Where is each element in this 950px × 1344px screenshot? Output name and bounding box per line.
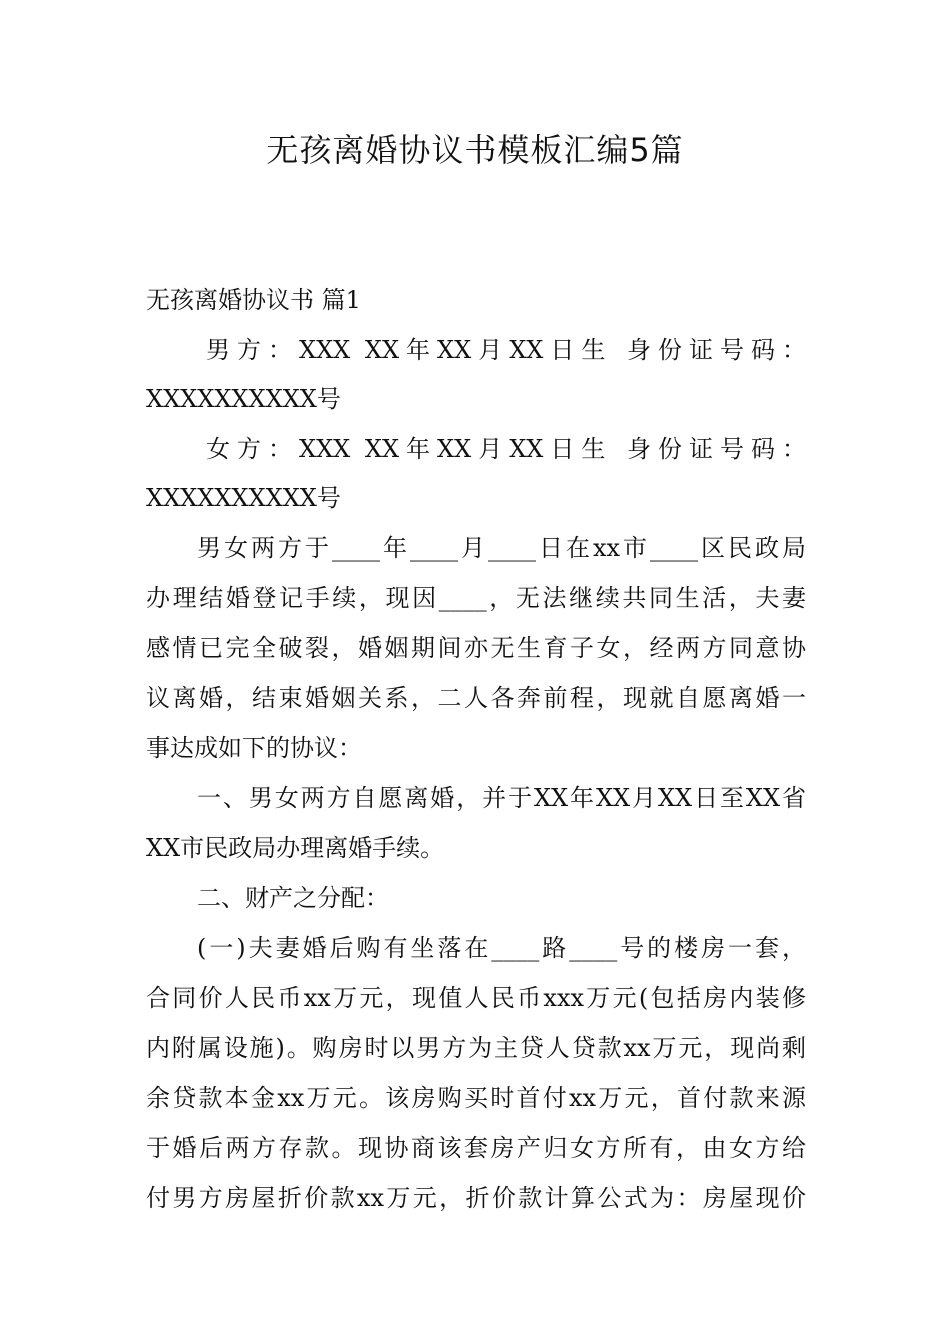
male-party-line: 男方：XXX XX年XX月XX日生 身份证号码： (206, 336, 806, 364)
clause-two-heading: 二、财产之分配： (197, 884, 389, 912)
property-clause-line: 内附属设施)。购房时以男方为主贷人贷款xx万元，现尚剩 (146, 1034, 806, 1062)
property-clause-line: (一)夫妻婚后购有坐落在____路____号的楼房一套， (197, 934, 806, 962)
property-clause-line: 于婚后两方存款。现协商该套房产归女方所有，由女方给 (146, 1134, 806, 1162)
property-clause-line: 付男方房屋折价款xx万元，折价款计算公式为：房屋现价 (146, 1184, 806, 1212)
clause-one-line: XX市民政局办理离婚手续。 (146, 834, 445, 862)
male-party-id-line: XXXXXXXXXX号 (146, 385, 341, 413)
clause-one-line: 一、男女两方自愿离婚，并于XX年XX月XX日至XX省 (197, 784, 806, 812)
body-text-line: 办理结婚登记手续，现因____，无法继续共同生活，夫妻 (146, 584, 806, 612)
female-party-line: 女方：XXX XX年XX月XX日生 身份证号码： (206, 435, 806, 463)
property-clause-line: 余贷款本金xx万元。该房购买时首付xx万元，首付款来源 (146, 1084, 806, 1112)
female-party-id-line: XXXXXXXXXX号 (146, 484, 341, 512)
property-clause-line: 合同价人民币xx万元，现值人民币xxx万元(包括房内装修 (146, 984, 806, 1012)
document-title: 无孩离婚协议书模板汇编5篇 (266, 131, 684, 169)
body-text-line: 议离婚，结束婚姻关系，二人各奔前程，现就自愿离婚一 (146, 684, 806, 712)
body-text-line: 事达成如下的协议： (146, 734, 362, 762)
body-text-line: 感情已完全破裂，婚姻期间亦无生育子女，经两方同意协 (146, 634, 806, 662)
body-text-line: 男女两方于____年____月____日在xx市____区民政局 (197, 534, 806, 562)
section-heading: 无孩离婚协议书 篇1 (146, 286, 361, 314)
